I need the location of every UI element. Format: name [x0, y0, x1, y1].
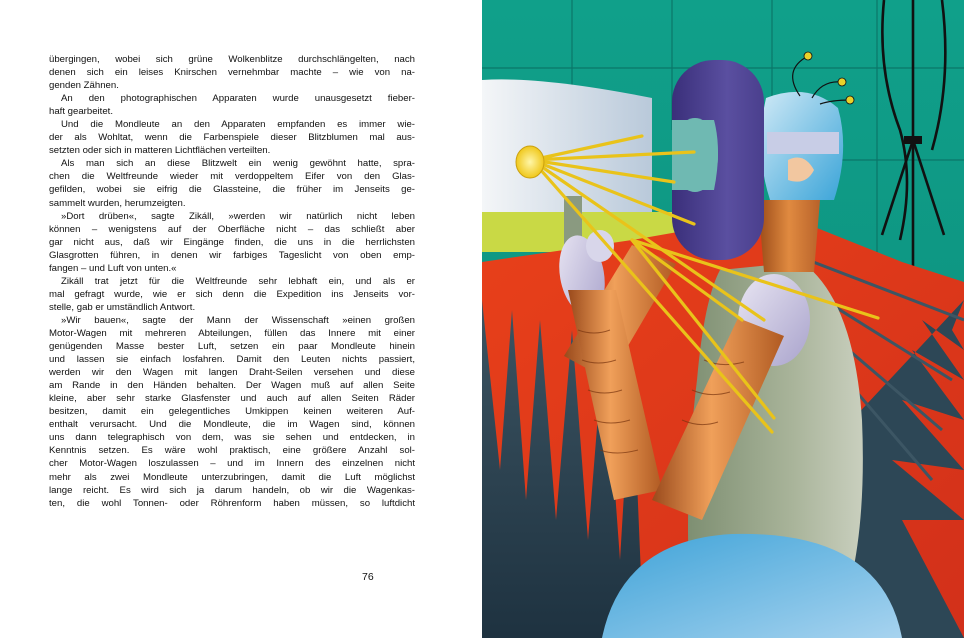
text-line: Glasgrotten führen, in denen wir farbiges Tageslicht von oben emp-: [49, 249, 415, 261]
text-line: »Wir bauen«, sagte der Mann der Wissenschaft »einen großen: [61, 314, 415, 326]
illustration: [482, 0, 964, 638]
illustration-page: [482, 0, 964, 638]
text-line: werden wir den Wagen mit langen Draht-Seilen versehen und diese: [49, 367, 415, 379]
text-line: stelle, gab er umständlich Antwort.: [49, 301, 196, 313]
text-line: Motor-Wagen mit mehreren Abteilungen, füllen das Innere mit einer: [49, 327, 415, 339]
text-line: der als Wohltat, wenn die Farbenspiele dieser Blitzblumen mal aus-: [49, 132, 415, 144]
text-line: »Dort drüben«, sagte Zikáll, »werden wir natürlich nicht leben: [61, 210, 415, 222]
text-line: am Rande in den Händen behalten. Der Wagen muß auf allen Seite: [49, 380, 415, 392]
text-line: Als man sich an diese Blitzwelt ein wenig gewöhnt hatte, spra-: [61, 158, 415, 170]
text-line: An den photographischen Apparaten wurde unausgesetzt fieber-: [61, 93, 415, 105]
text-line: Und die Mondleute an den Apparaten empfanden es immer wie-: [61, 119, 415, 131]
text-line: Zikáll trat jetzt für die Weltfreunde sehr lebhaft ein, und als er: [61, 275, 415, 287]
text-line: sammelt wurden, herumzeigten.: [49, 197, 186, 209]
text-line: können – wenigstens auf der Oberfläche nicht – das schließt aber: [49, 223, 415, 235]
text-line: uns dann telegraphisch von dem, was sie sehen und entdecken, in: [49, 432, 415, 444]
text-line: gar nicht aus, daß wir Eingänge finden, die uns in die herrlichsten: [49, 236, 415, 248]
text-line: ten, die wohl Tonnen- oder Röhrenform haben müssen, so luftdicht: [49, 497, 415, 509]
text-line: enthalt verursacht. Und die Mondleute, die im Wagen sind, können: [49, 419, 415, 431]
text-line: mehr als zwei Mondleute unterzubringen, damit die Luft möglichst: [49, 471, 415, 483]
text-line: Kenntnis setzen. Es wäre wohl praktisch, eine größere Anzahl sol-: [49, 445, 415, 457]
text-line: mal gefragt wurde, wie er sich denn die Expedition ins Jenseits vor-: [49, 288, 415, 300]
text-line: haft gearbeitet.: [49, 106, 114, 118]
text-line: und lassen sie einfach losfahren. Damit den Leuten nichts passiert,: [49, 354, 415, 366]
text-line: gefilden, wobei sie eifrig die Glassteine, die früher im Jenseits ge-: [49, 184, 415, 196]
body-text: [49, 53, 415, 510]
text-line: denen sich ein leises Knirschen vernehmbar machte – wie von na-: [49, 67, 415, 79]
text-line: fangen – und Luft von unten.«: [49, 262, 177, 274]
text-line: genügenden Masse bester Luft, setzen ein paar Mondleute hinein: [49, 341, 415, 353]
text-line: übergingen, wobei sich grüne Wolkenblitze durchschlängelten, nach: [49, 54, 415, 65]
text-line: kleine, aber sehr starke Glasfenster und auch auf allen Seiten Räder: [49, 393, 415, 405]
text-line: setzten oder sich in matteren Lichtflächen verteilten.: [49, 145, 271, 157]
text-line: cher Motor-Wagen loszulassen – und im Innern des einzelnen nicht: [49, 458, 415, 470]
text-line: lange reicht. Es wird sich ja darum handeln, ob wir die Wagenkas-: [49, 484, 415, 496]
text-line: genden Zähnen.: [49, 80, 119, 92]
text-line: chen die Weltfreunde wieder mit verdoppeltem Eifer von den Glas-: [49, 171, 415, 183]
text-line: besitzen, damit ein gelegentliches Umkippen keinen weiteren Auf-: [49, 406, 415, 418]
page-number: 76: [362, 571, 374, 583]
